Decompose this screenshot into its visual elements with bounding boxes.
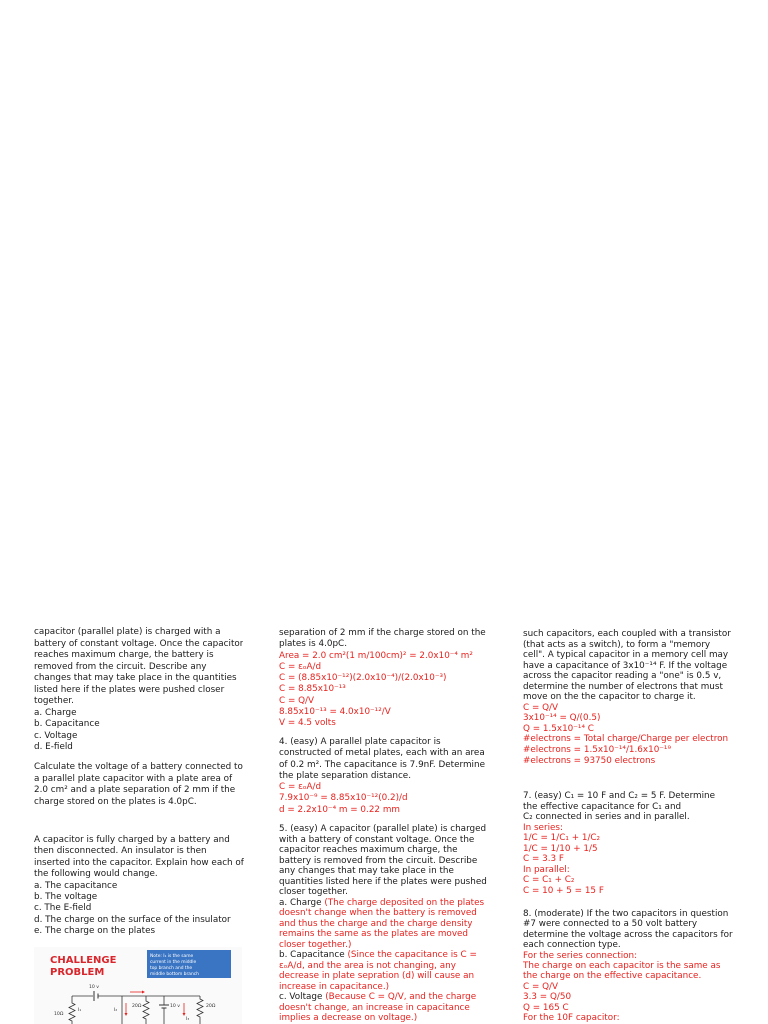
question-memory-cell-electrons bbox=[523, 629, 731, 766]
answer-text: C = 3.3 F bbox=[523, 854, 564, 864]
text-line bbox=[34, 696, 243, 708]
text-line bbox=[523, 713, 731, 724]
challenge-problem-image bbox=[34, 947, 242, 1024]
question-capacitor-plates-pushed bbox=[34, 627, 243, 754]
column-right bbox=[523, 0, 745, 1024]
question-text: 2.0 cm² and a plate separation of 2 mm if the bbox=[34, 785, 236, 795]
question-text: capacitor (parallel plate) is charged with a bbox=[34, 627, 221, 637]
text-line bbox=[279, 696, 486, 707]
question-text: b. Capacitance bbox=[34, 719, 100, 729]
text-line bbox=[34, 774, 243, 786]
text-line bbox=[34, 742, 243, 754]
answer-text: Q = 1.5x10⁻¹⁴ C bbox=[523, 723, 594, 734]
question-text: c. Voltage bbox=[34, 730, 78, 741]
text-line bbox=[34, 708, 243, 720]
question-text: have a capacitance of 3x10⁻¹⁴ F. If the voltage bbox=[523, 660, 728, 671]
answer-text: C = εₒA/d bbox=[279, 782, 322, 793]
question-text: each connection type. bbox=[523, 940, 621, 951]
text-line bbox=[523, 886, 715, 897]
text-line bbox=[34, 685, 243, 697]
question-text: b. The voltage bbox=[34, 892, 98, 903]
text-line bbox=[279, 771, 485, 782]
question-text: separation of 2 mm if the charge stored on the bbox=[279, 628, 486, 638]
question-text: charge stored on the plates is 4.0pC. bbox=[34, 796, 197, 807]
answer-text: doesn't change, an increase in capacitance bbox=[279, 1002, 470, 1013]
answer-text: C = Q/V bbox=[523, 702, 559, 713]
answer-text: (The charge deposited on the plates bbox=[324, 897, 485, 908]
text-line bbox=[279, 684, 486, 695]
question-text: 8. (moderate) If the two capacitors in question bbox=[523, 909, 729, 919]
answer-text: #electrons = 1.5x10⁻¹⁴/1.6x10⁻¹⁹ bbox=[523, 745, 671, 756]
question-text: d. The charge on the surface of the insulator bbox=[34, 914, 231, 925]
question-text: c. Voltage bbox=[279, 992, 326, 1002]
text-line bbox=[523, 961, 733, 971]
text-line bbox=[34, 673, 243, 685]
text-line bbox=[523, 671, 731, 682]
text-line bbox=[279, 1013, 487, 1023]
answer-text: C = Q/V bbox=[279, 695, 315, 706]
answer-text: 8.85x10⁻¹³ = 4.0x10⁻¹²/V bbox=[279, 707, 391, 718]
text-line bbox=[279, 760, 485, 771]
question-8-voltage-across-capacitors bbox=[523, 909, 733, 1024]
text-line bbox=[523, 791, 715, 802]
answer-text: C = (8.85x10⁻¹²)(2.0x10⁻⁴)/(2.0x10⁻³) bbox=[279, 673, 447, 684]
answer-text: Area = 2.0 cm²(1 m/100cm)² = 2.0x10⁻⁴ m² bbox=[279, 650, 473, 661]
question-text: c. The E-field bbox=[34, 903, 92, 914]
text-line bbox=[523, 1003, 733, 1013]
question-text: the following would change. bbox=[34, 869, 158, 880]
text-line bbox=[34, 662, 243, 674]
answer-battery-voltage bbox=[279, 628, 486, 730]
question-text: any changes that may take place in the bbox=[279, 866, 454, 876]
question-text: the plate separation distance. bbox=[279, 770, 412, 781]
text-line bbox=[279, 748, 485, 759]
text-line bbox=[523, 844, 715, 855]
text-line bbox=[523, 724, 731, 735]
text-line bbox=[34, 650, 243, 662]
challenge-title-line-1: CHALLENGE bbox=[50, 955, 117, 966]
current-1-label: I₁ bbox=[78, 1008, 82, 1013]
text-line bbox=[523, 971, 733, 981]
question-text: with a battery of constant voltage. Once the bbox=[279, 834, 475, 845]
question-text: C₂ connected in series and in parallel. bbox=[523, 812, 690, 822]
text-line bbox=[279, 639, 486, 650]
answer-text: V = 4.5 volts bbox=[279, 718, 336, 729]
text-line bbox=[523, 629, 731, 640]
resistor-middle-label: 20Ω bbox=[132, 1004, 142, 1009]
text-line bbox=[279, 805, 485, 816]
question-text: Calculate the voltage of a battery connected to bbox=[34, 762, 243, 772]
answer-text: closer together.) bbox=[279, 939, 352, 950]
answer-text: Q = 165 C bbox=[523, 1002, 569, 1013]
answer-text: (Since the capacitance is C = bbox=[347, 950, 477, 960]
text-line bbox=[523, 909, 733, 919]
text-line bbox=[279, 835, 487, 846]
text-line bbox=[279, 898, 487, 909]
text-line bbox=[34, 858, 244, 869]
answer-text: remains the same as the plates are moved bbox=[279, 929, 469, 939]
text-line bbox=[34, 915, 244, 926]
text-line bbox=[34, 731, 243, 743]
question-text: quantities listed here if the plates were pushed bbox=[279, 876, 487, 887]
question-4-plate-separation bbox=[279, 737, 485, 816]
question-text: capacitor reaches maximum charge, the bbox=[279, 845, 458, 855]
answer-text: For the 10F capacitor: bbox=[523, 1013, 620, 1024]
text-line bbox=[279, 992, 487, 1003]
text-line bbox=[523, 692, 731, 703]
current-2-label: I₂ bbox=[114, 1008, 118, 1013]
question-text: constructed of metal plates, each with an area bbox=[279, 748, 485, 759]
question-battery-voltage bbox=[34, 762, 243, 808]
text-line bbox=[279, 866, 487, 877]
text-line bbox=[523, 992, 733, 1002]
text-line bbox=[279, 929, 487, 940]
text-line bbox=[34, 627, 243, 639]
answer-text: For the series connection: bbox=[523, 950, 638, 961]
text-line bbox=[34, 926, 244, 937]
question-text: changes that may take place in the quantities bbox=[34, 673, 237, 683]
text-line bbox=[34, 881, 244, 892]
question-text: e. The charge on the plates bbox=[34, 926, 156, 937]
text-line bbox=[523, 734, 731, 745]
text-line bbox=[279, 707, 486, 718]
text-line bbox=[523, 940, 733, 950]
question-text: A capacitor is fully charged by a battery and bbox=[34, 835, 230, 845]
text-line bbox=[279, 1003, 487, 1014]
text-line bbox=[279, 971, 487, 982]
answer-text: 3x10⁻¹⁴ = Q/(0.5) bbox=[523, 713, 601, 724]
question-text: a parallel plate capacitor with a plate area of bbox=[34, 773, 233, 784]
question-text: inserted into the capacitor. Explain how each of bbox=[34, 857, 244, 868]
text-line bbox=[279, 845, 487, 856]
text-line bbox=[279, 950, 487, 961]
text-line bbox=[523, 745, 731, 756]
note-line-2: current in the middle bbox=[150, 960, 197, 965]
text-line bbox=[279, 919, 487, 930]
text-line bbox=[523, 833, 715, 844]
question-text: determine the voltage across the capacitors for bbox=[523, 929, 733, 940]
answer-text: (Because C = Q/V, and the charge bbox=[325, 992, 477, 1002]
text-line bbox=[523, 640, 731, 651]
text-line bbox=[279, 908, 487, 919]
text-line bbox=[279, 673, 486, 684]
text-line bbox=[279, 651, 486, 662]
text-line bbox=[34, 869, 244, 880]
text-line bbox=[279, 877, 487, 888]
answer-text: #electrons = 93750 electrons bbox=[523, 755, 656, 766]
answer-text: 3.3 = Q/50 bbox=[523, 992, 572, 1003]
text-line bbox=[523, 854, 715, 865]
text-line bbox=[279, 718, 486, 729]
text-line bbox=[34, 835, 244, 846]
question-text: 7. (easy) C₁ = 10 F and C₂ = 5 F. Determine bbox=[523, 791, 716, 801]
text-line bbox=[279, 940, 487, 951]
answer-text: In series: bbox=[523, 822, 563, 833]
text-line bbox=[34, 785, 243, 797]
text-line bbox=[523, 682, 731, 693]
text-line bbox=[279, 662, 486, 673]
question-text: 5. (easy) A capacitor (parallel plate) is charged bbox=[279, 824, 487, 834]
text-line bbox=[523, 919, 733, 929]
text-line bbox=[523, 982, 733, 992]
text-line bbox=[279, 824, 487, 835]
resistor-right-label: 20Ω bbox=[206, 1004, 216, 1009]
answer-text: C = εₒA/d bbox=[279, 661, 322, 672]
question-text: across the capacitor reading a "one" is 0.5 v, bbox=[523, 671, 722, 682]
question-text: #7 were connected to a 50 volt battery bbox=[523, 919, 698, 930]
question-text: d. E-field bbox=[34, 742, 73, 752]
text-line bbox=[34, 797, 243, 809]
question-text: plates is 4.0pC. bbox=[279, 639, 347, 650]
question-text: removed from the circuit. Describe any bbox=[34, 661, 207, 672]
answer-text: #electrons = Total charge/Charge per electron bbox=[523, 734, 729, 745]
question-7-effective-capacitance bbox=[523, 791, 715, 896]
note-line-3: top branch and the bbox=[150, 966, 193, 971]
answer-text: d = 2.2x10⁻⁴ m = 0.22 mm bbox=[279, 804, 400, 815]
text-line bbox=[279, 856, 487, 867]
text-line bbox=[523, 1013, 733, 1023]
question-5-capacitor-charged bbox=[279, 824, 487, 1023]
battery-middle-label: 10 v bbox=[170, 1004, 181, 1009]
answer-text: In parallel: bbox=[523, 864, 570, 875]
text-line bbox=[523, 661, 731, 672]
text-line bbox=[279, 793, 485, 804]
answer-text: the charge on the effective capacitance. bbox=[523, 971, 702, 982]
answer-text: doesn't change when the battery is removed bbox=[279, 908, 477, 918]
text-line bbox=[279, 782, 485, 793]
column-left bbox=[34, 0, 256, 1024]
answer-text: εₒA/d, and the area is not changing, any bbox=[279, 960, 456, 971]
challenge-title-line-2: PROBLEM bbox=[50, 967, 105, 978]
text-line bbox=[279, 961, 487, 972]
text-line bbox=[279, 737, 485, 748]
question-text: together. bbox=[34, 696, 74, 706]
text-line bbox=[523, 756, 731, 767]
text-line bbox=[523, 703, 731, 714]
question-text: determine the number of electrons that must bbox=[523, 681, 723, 692]
text-line bbox=[523, 812, 715, 823]
answer-text: 1/C = 1/10 + 1/5 bbox=[523, 843, 598, 854]
text-line bbox=[523, 951, 733, 961]
text-line bbox=[523, 930, 733, 940]
text-line bbox=[279, 628, 486, 639]
text-line bbox=[523, 802, 715, 813]
battery-top-label: 10 v bbox=[89, 985, 100, 990]
question-text: a. The capacitance bbox=[34, 880, 118, 891]
answer-text: C = 10 + 5 = 15 F bbox=[523, 885, 604, 896]
answer-text: and thus the charge and the charge density bbox=[279, 918, 473, 929]
text-line bbox=[523, 650, 731, 661]
text-line bbox=[34, 719, 243, 731]
question-text: (that acts as a switch), to form a "memory bbox=[523, 639, 711, 650]
note-line-1: Note: I₁ is the same bbox=[150, 954, 194, 959]
question-text: closer together. bbox=[279, 887, 348, 897]
question-text: listed here if the plates were pushed closer bbox=[34, 684, 225, 695]
text-line bbox=[523, 875, 715, 886]
question-text: reaches maximum charge, the battery is bbox=[34, 650, 214, 660]
answer-text: decrease in plate sepration (d) will cause an bbox=[279, 971, 475, 981]
text-line bbox=[34, 903, 244, 914]
text-line bbox=[279, 887, 487, 898]
question-text: cell". A typical capacitor in a memory cell may bbox=[523, 650, 729, 661]
question-text: move on the the capacitor to charge it. bbox=[523, 692, 696, 703]
question-text: a. Charge bbox=[279, 897, 325, 908]
question-text: of 0.2 m². The capacitance is 7.9nF. Determine bbox=[279, 759, 485, 770]
answer-text: increase in capacitance.) bbox=[279, 981, 390, 992]
question-text: battery is removed from the circuit. Describe bbox=[279, 855, 478, 866]
text-line bbox=[34, 846, 244, 857]
answer-text: C = Q/V bbox=[523, 981, 559, 992]
column-middle bbox=[279, 0, 501, 1024]
text-line bbox=[34, 892, 244, 903]
answer-text: The charge on each capacitor is the same as bbox=[523, 961, 721, 972]
resistor-left-label: 10Ω bbox=[54, 1012, 64, 1017]
text-line bbox=[34, 639, 243, 651]
question-text: a. Charge bbox=[34, 707, 77, 718]
note-line-4: middle bottom branch bbox=[150, 972, 199, 977]
answer-text: C = C₁ + C₂ bbox=[523, 875, 575, 885]
question-text: the effective capacitance for C₁ and bbox=[523, 801, 682, 812]
current-3-label: I₃ bbox=[186, 1017, 190, 1022]
answer-text: C = 8.85x10⁻¹³ bbox=[279, 684, 346, 695]
answer-text: 1/C = 1/C₁ + 1/C₂ bbox=[523, 833, 601, 843]
text-line bbox=[279, 982, 487, 993]
answer-text: implies a decrease on voltage.) bbox=[279, 1013, 418, 1023]
challenge-problem-figure bbox=[34, 947, 242, 1024]
text-line bbox=[523, 823, 715, 834]
question-text: battery of constant voltage. Once the capacitor bbox=[34, 638, 244, 649]
text-line bbox=[523, 865, 715, 876]
text-line bbox=[34, 762, 243, 774]
question-text: b. Capacitance bbox=[279, 950, 348, 960]
answer-text: 7.9x10⁻⁹ = 8.85x10⁻¹²(0.2)/d bbox=[279, 793, 408, 804]
question-insulator-inserted bbox=[34, 835, 244, 938]
question-text: then disconnected. An insulator is then bbox=[34, 846, 207, 857]
question-text: such capacitors, each coupled with a transistor bbox=[523, 629, 731, 639]
question-text: 4. (easy) A parallel plate capacitor is bbox=[279, 737, 441, 747]
